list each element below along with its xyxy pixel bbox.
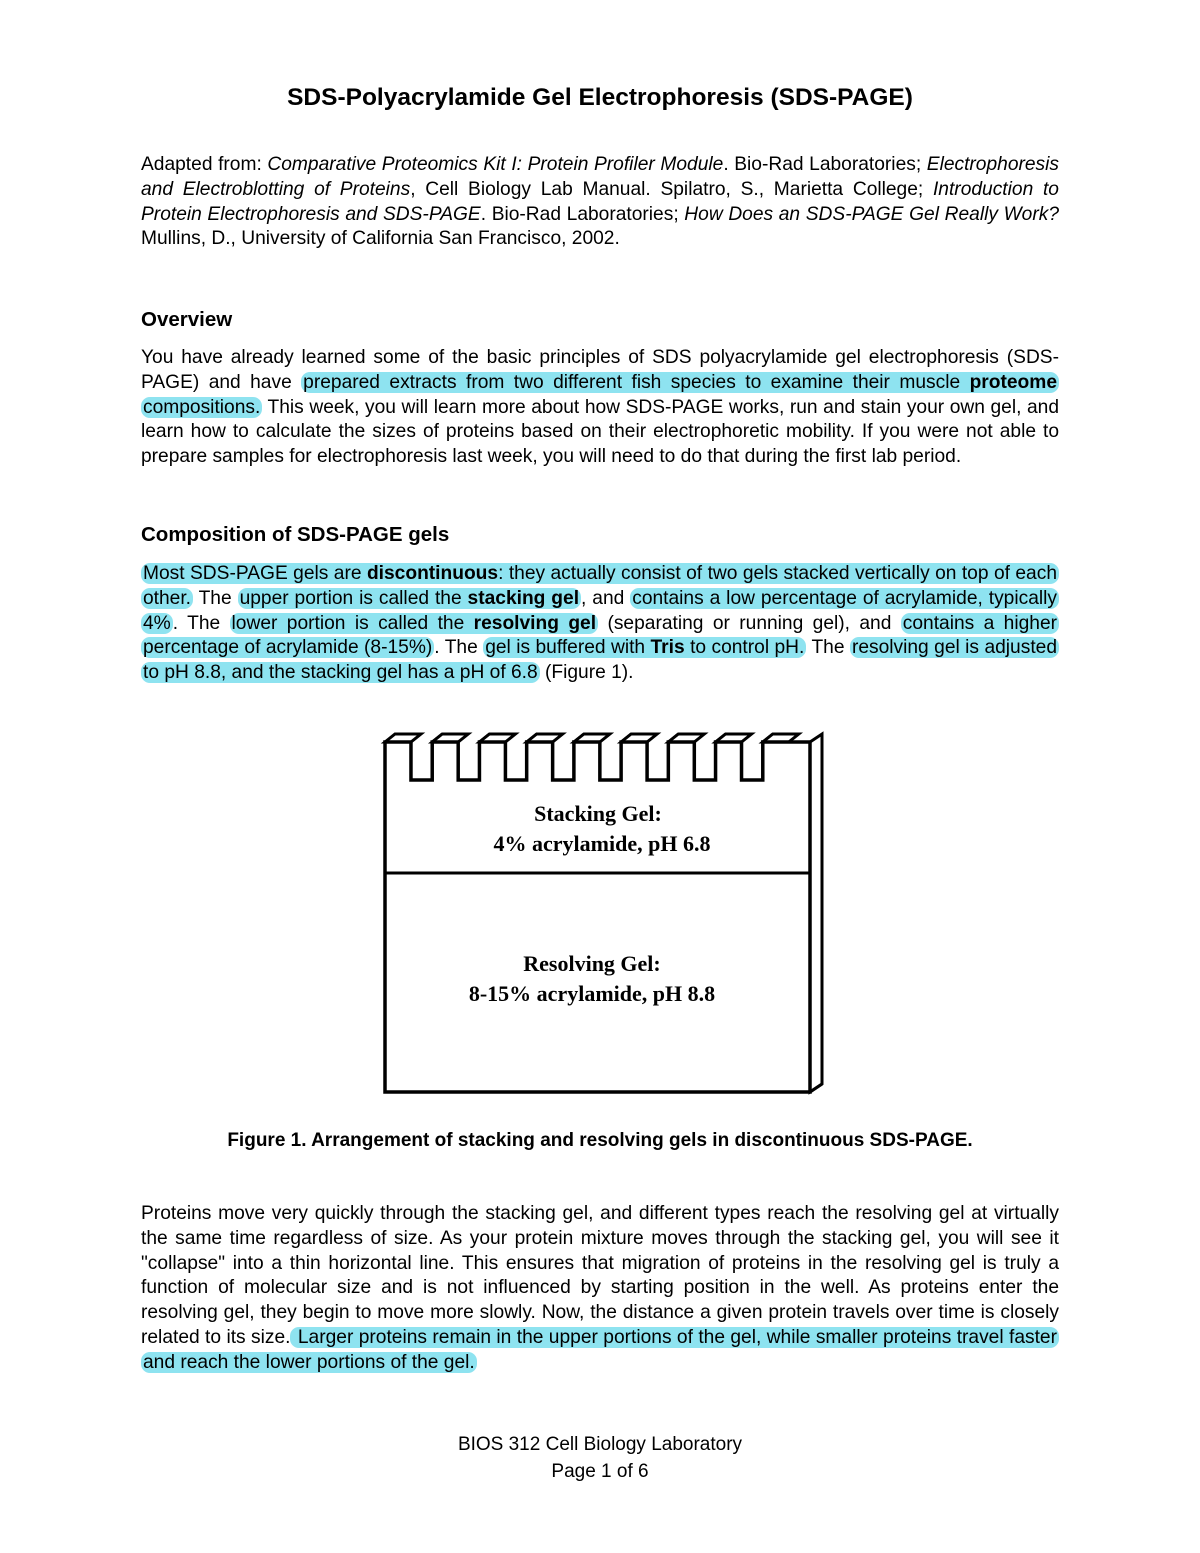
bold-term: discontinuous (366, 563, 499, 584)
highlight-run: : they actually consist of two gels stacked vertically on top of each other. (143, 563, 1057, 609)
text-run: The (193, 587, 238, 609)
proteins-paragraph (141, 1202, 1059, 1376)
adapted-from-paragraph (141, 153, 1059, 252)
composition-heading: Composition of SDS-PAGE gels (141, 523, 450, 546)
highlight-run: lower portion is called the (231, 612, 474, 634)
highlight-run: Most SDS-PAGE gels are (143, 563, 367, 584)
highlight-run: to control pH. (684, 637, 805, 659)
source-title: How Does an SDS-PAGE Gel Really Work? (684, 203, 1060, 225)
bold-term: stacking gel (467, 587, 580, 609)
text-run: Mullins, D., University of California San Francisco, 2002. (141, 228, 620, 250)
highlighted-text (230, 613, 599, 634)
text-run: . Bio-Rad Laboratories; (480, 203, 685, 225)
highlighted-text: contains a low percentage of acrylamide, typically 4% (143, 587, 1057, 634)
gel-diagram (380, 728, 830, 1096)
stacking-gel-detail: 4% acrylamide, pH 6.8 (493, 831, 711, 856)
source-title: Electrophoresis and Electroblotting of Proteins (141, 154, 1060, 200)
highlighted-text: Larger proteins remain in the upper portions of the gel, while smaller proteins travel faster and reach the lower portions of the gel. (143, 1326, 1057, 1373)
highlight-run: prepared extracts from two different fish species to examine their muscle (303, 371, 970, 393)
figure-caption: Figure 1. Arrangement of stacking and resolving gels in discontinuous SDS-PAGE. (227, 1130, 973, 1151)
overview-paragraph (141, 346, 1059, 470)
text-run: Proteins move very quickly through the stacking gel, and different types reach the resolving gel at virtually the same time regardless of size. As your protein mixture moves through the stacking gel, you will see it "collapse" into a thin horizontal line. This ensures that migration of proteins in the resolving gel is truly a function of molecular size and is not influenced by starting position in the well. As proteins enter the resolving gel, they begin to move more slowly. Now, the distance a given protein travels over time is closely related to its size. (141, 1203, 1059, 1348)
highlight-run: compositions. (143, 396, 261, 418)
text-run: The (806, 637, 850, 659)
highlighted-text: contains a higher percentage of acrylamide (8-15%) (143, 612, 1058, 659)
text-run: . Bio-Rad Laboratories; (723, 154, 927, 175)
text-run: (separating or running gel), and (598, 612, 901, 634)
gel-front-outline (385, 742, 810, 1092)
gel-diagram-svg (380, 728, 830, 1096)
text-run: (Figure 1). (539, 662, 634, 684)
highlight-run: gel is buffered with (485, 637, 651, 659)
bold-term: resolving gel (473, 612, 597, 634)
bold-term: proteome (969, 371, 1057, 393)
highlighted-text (238, 588, 581, 609)
source-title: Comparative Proteomics Kit I: Protein Profiler Module (267, 154, 724, 175)
resolving-gel-label: Resolving Gel: (523, 951, 661, 976)
stacking-gel-label: Stacking Gel: (534, 801, 662, 826)
highlighted-text (483, 637, 806, 658)
gel-side-face (810, 734, 822, 1092)
page-title: SDS-Polyacrylamide Gel Electrophoresis (SDS-PAGE) (287, 84, 913, 111)
composition-paragraph (141, 562, 1059, 686)
text-run: You have already learned some of the basic principles of SDS polyacrylamide gel electrophoresis (SDS-PAGE) and have (141, 347, 1059, 393)
bold-term: Tris (650, 637, 685, 659)
highlight-run: upper portion is called the (239, 587, 468, 609)
highlighted-text: resolving gel is adjusted to pH 8.8, and the stacking gel has a pH of 6.8 (143, 637, 1057, 684)
text-run: Adapted from: (141, 154, 268, 175)
page-footer (0, 1431, 1200, 1485)
text-run: , and (581, 587, 631, 609)
source-title: Introduction to Protein Electrophoresis and SDS-PAGE (141, 178, 1059, 225)
text-run: . The (172, 612, 230, 634)
overview-heading: Overview (141, 308, 233, 331)
text-run: This week, you will learn more about how SDS-PAGE works, run and stain your own gel, and learn how to calculate the sizes of proteins based on their electrophoretic mobility. If you were not able to prepare samples for electrophoresis last week, you will need to do that during the first lab period. (141, 396, 1059, 468)
text-run: . The (434, 637, 484, 659)
footer-page-number: Page 1 of 6 (551, 1461, 649, 1482)
footer-course: BIOS 312 Cell Biology Laboratory (457, 1434, 743, 1455)
resolving-gel-detail: 8-15% acrylamide, pH 8.8 (468, 981, 716, 1006)
text-run: , Cell Biology Lab Manual. Spilatro, S., Marietta College; (410, 178, 933, 200)
